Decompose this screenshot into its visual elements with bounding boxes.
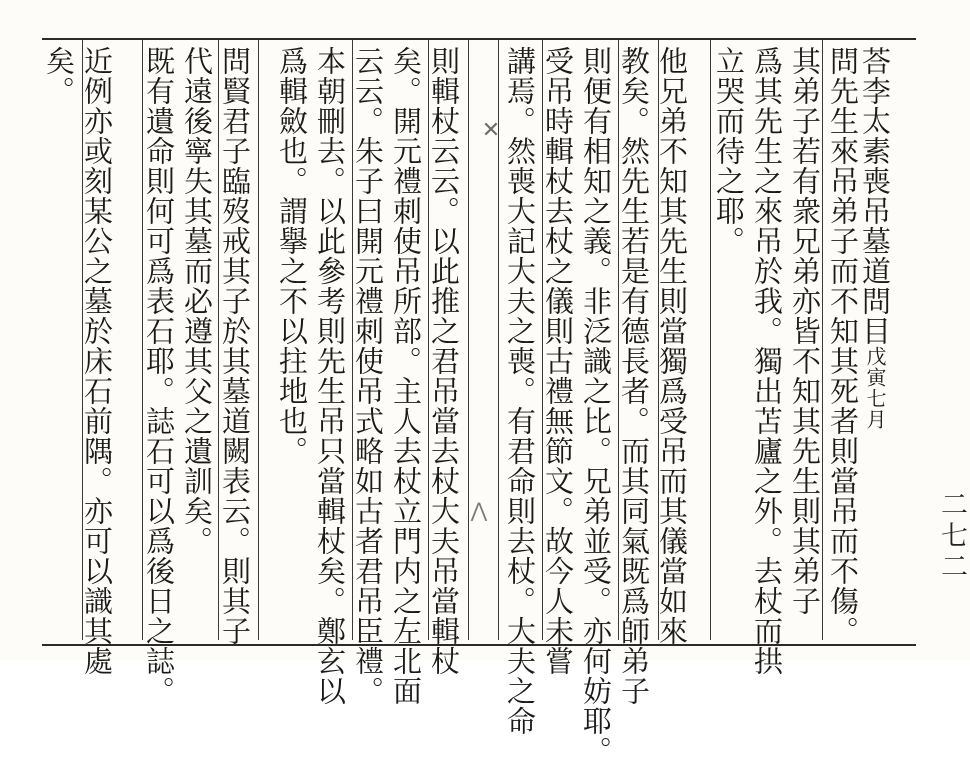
text-column: 其弟子若有衆兄弟亦皆不知其先生則其弟子 <box>788 46 822 616</box>
text-column: 矣。 <box>42 46 76 106</box>
text-column: 代遠後寧失其墓而必遵其父之遺訓矣。 <box>180 46 214 556</box>
text-column: 矣。開元禮刺使吊所部。主人去杖立門内之左北面 <box>389 46 423 706</box>
text-column: 則輯杖云云。以此推之君吊當去杖大夫吊當輯杖 <box>427 46 461 676</box>
text-column: 立哭而待之耶。 <box>712 46 746 256</box>
column-rule <box>710 40 711 640</box>
text-column: 本朝刪去。以此參考則先生吊只當輯杖矣。鄭玄以 <box>313 46 347 706</box>
column-rule <box>822 40 823 640</box>
text-column: 講焉。然喪大記大夫之喪。有君命則去杖。大夫之命 <box>503 46 537 736</box>
text-column: 爲輯斂也。謂擧之不以拄地也。 <box>275 46 309 466</box>
text-column: 教矣。然先生若是有德長者。而其同氣既爲師弟子 <box>617 46 651 706</box>
text-column: 他兄弟不知其先生則當獨爲受吊而其儀當如來 <box>655 46 689 646</box>
text-column: 問先生來吊弟子而不知其死者則當吊而不傷。 <box>826 46 860 646</box>
column-rule <box>468 40 469 640</box>
fold-mark-icon: ✕ <box>481 118 501 143</box>
page-number: 二七二 <box>936 490 967 583</box>
text-column: 既有遺命則何可爲表石耶。誌石可以爲後日之誌。 <box>142 46 176 706</box>
text-column: 受吊時輯杖去杖之儀則古禮無節文。故今人未嘗 <box>541 46 575 676</box>
text-column: 云云。朱子曰開元禮刺使吊式略如古者君吊臣禮。 <box>351 46 385 706</box>
document-title: 荅李太素喪吊墓道問目戊寅七月 <box>858 46 892 430</box>
column-rule <box>258 40 259 640</box>
text-column: 則便有相知之義。非泛識之比。兄弟並受。亦何妨耶。 <box>579 46 613 766</box>
fold-mark-icon: ⋀ <box>470 498 488 522</box>
text-column: 問賢君子臨歿戒其子於其墓道闕表云。則其子 <box>218 46 252 646</box>
text-column: 爲其先生之來吊於我。獨出苫廬之外。去杖而拱 <box>750 46 784 676</box>
text-column: 近例亦或刻某公之墓於床石前隅。亦可以識其處 <box>80 46 114 676</box>
